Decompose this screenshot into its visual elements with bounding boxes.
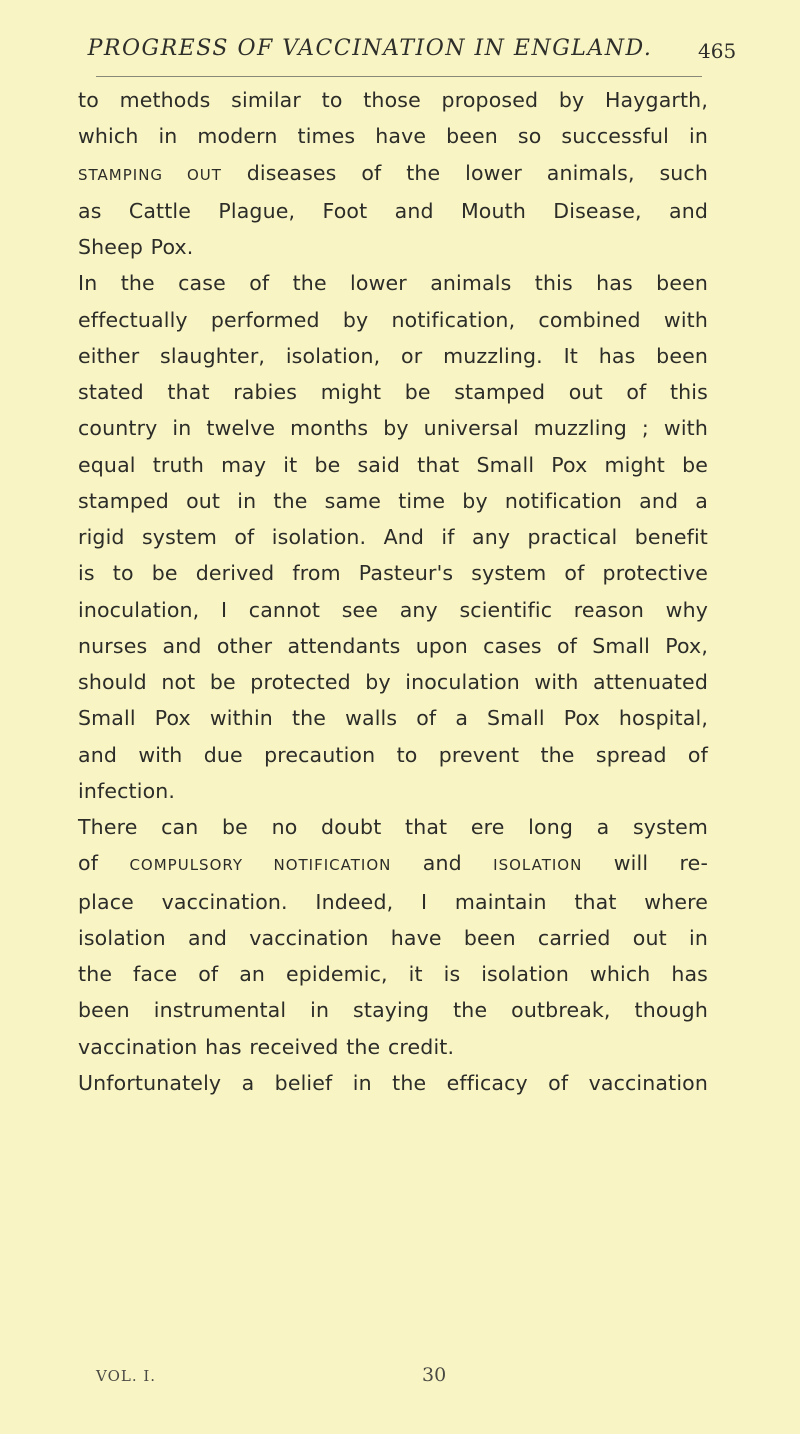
text-line: should not be protected by inoculation with attenuated (78, 670, 708, 694)
text-line: country in twelve months by universal muzzling ; with (78, 416, 708, 441)
text-line: stated that rabies might be stamped out of this (78, 380, 708, 404)
page-footer (96, 1364, 447, 1403)
text-line: stamped out in the same time by notification and a (78, 488, 708, 513)
text-line: as Cattle Plague, Foot and Mouth Disease, and (78, 198, 708, 223)
text-line: nurses and other attendants upon cases of Small Pox, (78, 633, 708, 658)
text-line: rigid system of isolation. And if any practical benefit (78, 525, 708, 549)
text-line: inoculation, I cannot see any scientific reason why (78, 597, 708, 622)
text-line: to methods similar to those proposed by Haygarth, (78, 88, 708, 112)
text-line: STAMPING OUT diseases of the lower animals, such (78, 160, 708, 185)
page-number: 465 (698, 39, 737, 63)
signature-number: 30 (422, 1364, 447, 1386)
text-line: the face of an epidemic, it is isolation which has (78, 962, 708, 986)
text-line: equal truth may it be said that Small Pox might be (78, 452, 708, 477)
text-line: is to be derived from Pasteur's system of protective (78, 561, 708, 586)
text-line: infection. (78, 778, 176, 803)
body-text (78, 82, 708, 1101)
text-line: and with due precaution to prevent the spread of (78, 742, 708, 767)
text-line: In the case of the lower animals this has been (78, 271, 708, 296)
text-line: Sheep Pox. (78, 235, 194, 259)
small-caps-phrase: STAMPING OUT (78, 165, 222, 184)
text-line: of COMPULSORY NOTIFICATION and ISOLATION will re- (78, 851, 708, 876)
text-line: either slaughter, isolation, or muzzling. It has been (78, 343, 708, 368)
text-line: isolation and vaccination have been carried out in (78, 925, 708, 950)
text-line: effectually performed by notification, combined with (78, 307, 708, 332)
running-head (0, 36, 800, 76)
text-line: There can be no doubt that ere long a system (78, 815, 708, 839)
signature-volume: VOL. I. (96, 1367, 157, 1385)
running-title: PROGRESS OF VACCINATION IN ENGLAND. (87, 36, 653, 61)
small-caps-phrase: ISOLATION (493, 856, 583, 875)
text-line: been instrumental in staying the outbreak, though (78, 998, 708, 1023)
text-line: vaccination has received the credit. (78, 1034, 455, 1059)
text-line: place vaccination. Indeed, I maintain that where (78, 889, 708, 914)
text-line: which in modern times have been so successful in (78, 124, 708, 149)
text-line: Unfortunately a belief in the efficacy of vaccination (78, 1070, 708, 1095)
text-line: Small Pox within the walls of a Small Pox hospital, (78, 706, 708, 731)
small-caps-phrase: COMPULSORY NOTIFICATION (129, 856, 392, 875)
header-rule (96, 76, 702, 77)
